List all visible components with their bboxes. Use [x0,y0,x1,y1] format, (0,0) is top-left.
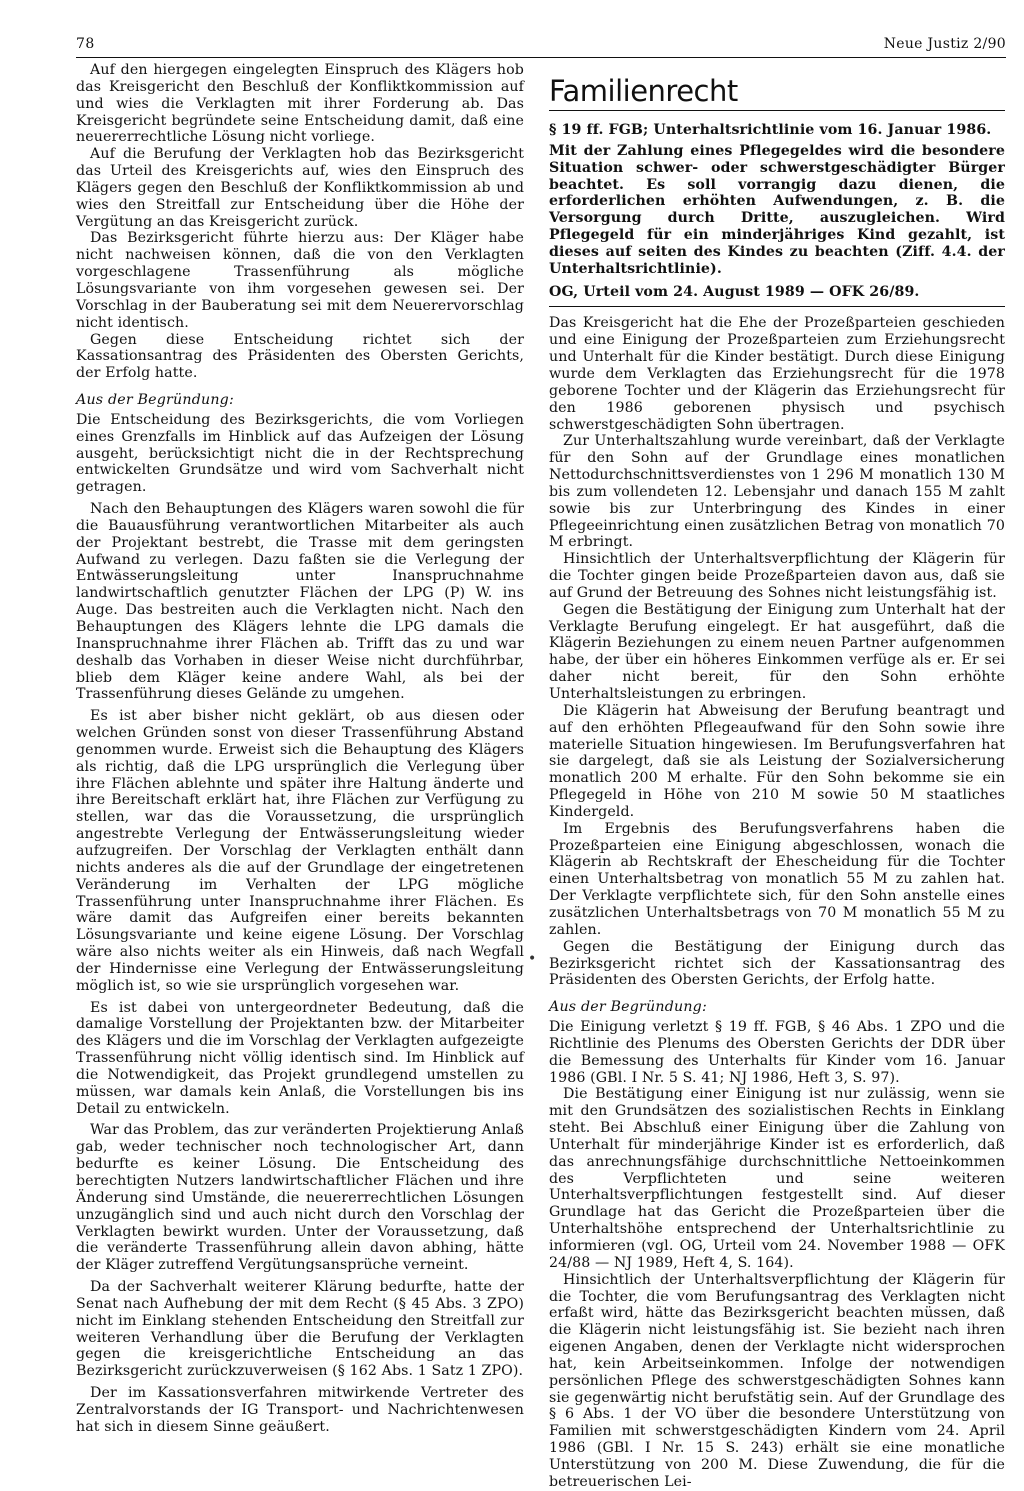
paragraph: Es ist aber bisher nicht geklärt, ob aus diesen oder welchen Gründen sonst von dieser Trassenführung Abstand genommen wurde. Erweist sich die Behauptung des Klägers als richtig, daß die LPG ursprünglich die Verlegung über ihre Flächen ablehnte und später ihre Haltung änderte und ihre Bereitschaft erklärt hat, ihre Flächen zur Verfügung zu stellen, war das die Voraussetzung, die ursprünglich angestrebte Verlegung der Entwässerungsleitung wieder aufzugreifen. Der Vorschlag der Verklagten enthält dann nichts anderes als die auf der Grundlage der eingetretenen Veränderung im Verhalten der LPG mögliche Trassenführung unter Inanspruchnahme ihrer Flächen. Es wäre damit das Aufgreifen einer bereits bekannten Lösungsvariante und keine eigene Lösung. Der Vorschlag wäre also nichts weiter als ein Hinweis, daß nach Wegfall der Hindernisse eine Verlegung der Entwässerungsleitung möglich ist, so wie sie ursprünglich vorgesehen war. [76,708,524,994]
divider [549,306,1005,307]
paragraph: Die Bestätigung einer Einigung ist nur zulässig, wenn sie mit den Grundsätzen des sozialistischen Rechts in Einklang steht. Bei Abschluß einer Einigung über die Zahlung von Unterhalt für minderjährige Kinder ist es erforderlich, daß das anrechnungsfähige durchschnittliche Nettoeinkommen des Verpflichteten und seine weiteren Unterhaltsverpflichtungen festgestellt sind. Auf dieser Grundlage hat das Gericht die Prozeßparteien über die Unterhaltshöhe entsprechend der Unterhaltsrichtlinie zu informieren (vgl. OG, Urteil vom 24. November 1988 — OFK 24/88 — NJ 1989, Heft 4, S. 164). [549,1086,1005,1271]
paragraph: Es ist dabei von untergeordneter Bedeutung, daß die damalige Vorstellung der Projektanten bzw. der Mitarbeiter des Klägers und die im Vorschlag der Verklagten aufgezeigte Trassenführung nicht völlig identisch sind. Im Hinblick auf die Notwendigkeit, das Projekt grundlegend umstellen zu müssen, war damals kein Anlaß, die Vorstellungen bis ins Detail zu entwickeln. [76,999,524,1117]
paragraph: Gegen die Bestätigung der Einigung durch das Bezirksgericht richtet sich der Kassationsantrag des Präsidenten des Obersten Gerichts, der Erfolg hatte. [549,938,1005,989]
paragraph: Gegen diese Entscheidung richtet sich der Kassationsantrag des Präsidenten des Obersten Gerichts, der Erfolg hatte. [76,331,524,382]
paragraph: Die Klägerin hat Abweisung der Berufung beantragt und auf den erhöhten Pflegeaufwand für den Sohn sowie ihre materielle Situation hingewiesen. Im Berufungsverfahren hat sie dargelegt, daß sie als Leistung der Sozialversicherung monatlich 200 M erhalte. Für den Sohn bekomme sie ein Pflegegeld in Höhe von 210 M sowie 50 M staatliches Kindergeld. [549,702,1005,820]
paragraph: Gegen die Bestätigung der Einigung zum Unterhalt hat der Verklagte Berufung eingelegt. Er hat ausgeführt, daß die Klägerin Beziehungen zu einem neuen Partner aufgenommen habe, der über ein höheres Einkommen verfüge als er. Er sei daher nicht bereit, für den Sohn erhöhte Unterhaltsleistungen zu erbringen. [549,601,1005,702]
section-rule [549,110,1005,111]
header-rule [76,57,1006,58]
paragraph: Hinsichtlich der Unterhaltsverpflichtung der Klägerin für die Tochter gingen beide Prozeßparteien davon aus, daß sie auf Grund der Betreuung des Sohnes nicht leistungsfähig ist. [549,551,1005,601]
paragraph: Das Bezirksgericht führte hierzu aus: Der Kläger habe nicht nachweisen können, daß die von den Verklagten vorgeschlagene Trassenführung als mögliche Lösungsvariante von ihm vorgesehen gewesen sei. Der Vorschlag in der Bauberatung sei mit dem Neuerervorschlag nicht identisch. [76,230,524,331]
left-column [76,62,524,1436]
section-subheading: Aus der Begründung: [549,999,707,1016]
right-column [549,62,1005,1491]
paragraph: Im Ergebnis des Berufungsverfahrens haben die Prozeßparteien eine Einigung abgeschlossen, wonach die Klägerin ab Rechtskraft der Ehescheidung für die Tochter einen Unterhaltsbetrag von monatlich 55 M zu zahlen hat. Der Verklagte verpflichtete sich, für den Sohn anstelle eines zusätzlichen Unterhaltsbetrags von 70 M monatlich 55 M zu zahlen. [549,820,1005,938]
paragraph: Hinsichtlich der Unterhaltsverpflichtung der Klägerin für die Tochter, die vom Berufungsantrag des Verklagten nicht erfaßt wird, hätte das Bezirksgericht beachten müssen, daß die Klägerin nicht leistungsfähig ist. Sie bezieht nach ihren eigenen Angaben, denen der Verklagte nicht widersprochen hat, kein Arbeitseinkommen. Infolge der notwendigen persönlichen Pflege des schwerstgeschädigten Sohnes kann sie gegenwärtig nicht berufstätig sein. Auf der Grundlage des § 6 Abs. 1 der VO über die besondere Unterstützung von Familien mit schwerstgeschädigten Kindern vom 24. April 1986 (GBl. I Nr. 15 S. 243) erhält sie eine monatliche Unterstützung von 200 M. Diese Zuwendung, die für die betreuerischen Lei- [549,1271,1005,1490]
court-citation: OG, Urteil vom 24. August 1989 — OFK 26/89. [549,283,920,300]
paragraph: Der im Kassationsverfahren mitwirkende Vertreter des Zentralvorstands der IG Transport- und Nachrichtenwesen hat sich in diesem Sinne geäußert. [76,1385,524,1435]
paragraph: Das Kreisgericht hat die Ehe der Prozeßparteien geschieden und eine Einigung der Prozeßparteien zum Erziehungsrecht und Unterhalt für die Kinder bestätigt. Durch diese Einigung wurde dem Verklagten das Erziehungsrecht für die 1978 geborene Tochter und der Klägerin das Erziehungsrecht für den 1986 geborenen physisch und psychisch schwerstgeschädigten Sohn übertragen. [549,315,1005,433]
paragraph: Zur Unterhaltszahlung wurde vereinbart, daß der Verklagte für den Sohn auf der Grundlage eines monatlichen Nettodurchschnittsverdienstes von 1 296 M monatlich 130 M bis zum vollendeten 12. Lebensjahr und danach 155 M zahlt sowie bis zur Unterbringung des Kindes in einer Pflegeeinrichtung einen zusätzlichen Betrag von monatlich 70 M erbringt. [549,433,1005,551]
section-title: Familienrecht [549,74,738,108]
journal-issue: Neue Justiz 2/90 [883,36,1006,52]
paragraph: Die Entscheidung des Bezirksgerichts, die vom Vorliegen eines Grenzfalls im Hinblick auf das Aufzeigen der Lösung ausgeht, berücksichtigt nicht die in der Rechtsprechung entwickelten Grundsätze und wird vom Sachverhalt nicht getragen. [76,411,524,496]
paragraph: Die Einigung verletzt § 19 ff. FGB, § 46 Abs. 1 ZPO und die Richtlinie des Plenums des Obersten Gerichts der DDR über die Bemessung des Unterhalts für Kinder vom 16. Januar 1986 (GBl. I Nr. 5 S. 41; NJ 1986, Heft 3, S. 97). [549,1019,1005,1086]
leitsatz: Mit der Zahlung eines Pflegegeldes wird die besondere Situation schwer- oder schwerstgeschädigter Bürger beachtet. Es soll vorrangig dazu dienen, die erforderlichen erhöhten Aufwendungen, z. B. die Versorgung durch Dritte, auszugleichen. Wird Pflegegeld für ein minderjähriges Kind gezahlt, ist dieses auf seiten des Kindes zu beachten (Ziff. 4.4. der Unterhaltsrichtlinie). [549,142,1005,277]
margin-mark-icon: • [528,951,537,967]
statute-headnote: § 19 ff. FGB; Unterhaltsrichtlinie vom 16. Januar 1986. [549,122,992,138]
paragraph: Auf die Berufung der Verklagten hob das Bezirksgericht das Urteil des Kreisgerichts auf, wies den Einspruch des Klägers gegen den Beschluß der Konfliktkommission ab und wies den Streitfall zur Entscheidung über die Höhe der Vergütung an das Kreisgericht zurück. [76,146,524,230]
paragraph: War das Problem, das zur veränderten Projektierung Anlaß gab, weder technischer noch technologischer Art, dann bedurfte es keiner Lösung. Die Entscheidung des berechtigten Nutzers landwirtschaftlicher Flächen und ihre Änderung sind Umstände, die neuererrechtlichen Lösungen unzugänglich sind und auch nicht durch den Vorschlag der Verklagten bewirkt wurden. Unter der Voraussetzung, daß die veränderte Trassenführung allein davon abhing, hätte der Kläger zutreffend Vergütungsansprüche verneint. [76,1122,524,1274]
paragraph: Auf den hiergegen eingelegten Einspruch des Klägers hob das Kreisgericht den Beschluß der Konfliktkommission auf und wies die Verklagten mit ihrer Forderung ab. Das Kreisgericht begründete seine Entscheidung damit, daß eine neuererrechtliche Lösung nicht vorliege. [76,62,524,146]
paragraph: Nach den Behauptungen des Klägers waren sowohl die für die Bauausführung verantwortlichen Mitarbeiter als auch der Projektant bestrebt, die Trasse mit dem geringsten Aufwand zu verlegen. Dazu faßten sie die Verlegung der Entwässerungsleitung unter Inanspruchnahme landwirtschaftlich genutzter Flächen der LPG (P) W. ins Auge. Das bestreiten auch die Verklagten nicht. Nach den Behauptungen des Klägers lehnte die LPG damals die Inanspruchnahme ihrer Flächen ab. Trifft das zu und war deshalb das Vorhaben in dieser Weise nicht durchführbar, blieb dem Kläger keine andere Wahl, als bei der Trassenführung dieses Gelände zu umgehen. [76,501,524,703]
page-header [76,36,1006,56]
section-subheading: Aus der Begründung: [76,392,234,409]
page-number: 78 [76,36,95,52]
paragraph: Da der Sachverhalt weiterer Klärung bedurfte, hatte der Senat nach Aufhebung der mit dem Recht (§ 45 Abs. 3 ZPO) nicht im Einklang stehenden Entscheidung den Streitfall zur weiteren Verhandlung über die Berufung der Verklagten gegen die kreisgerichtliche Entscheidung an das Bezirksgericht zurückzuverweisen (§ 162 Abs. 1 Satz 1 ZPO). [76,1279,524,1380]
